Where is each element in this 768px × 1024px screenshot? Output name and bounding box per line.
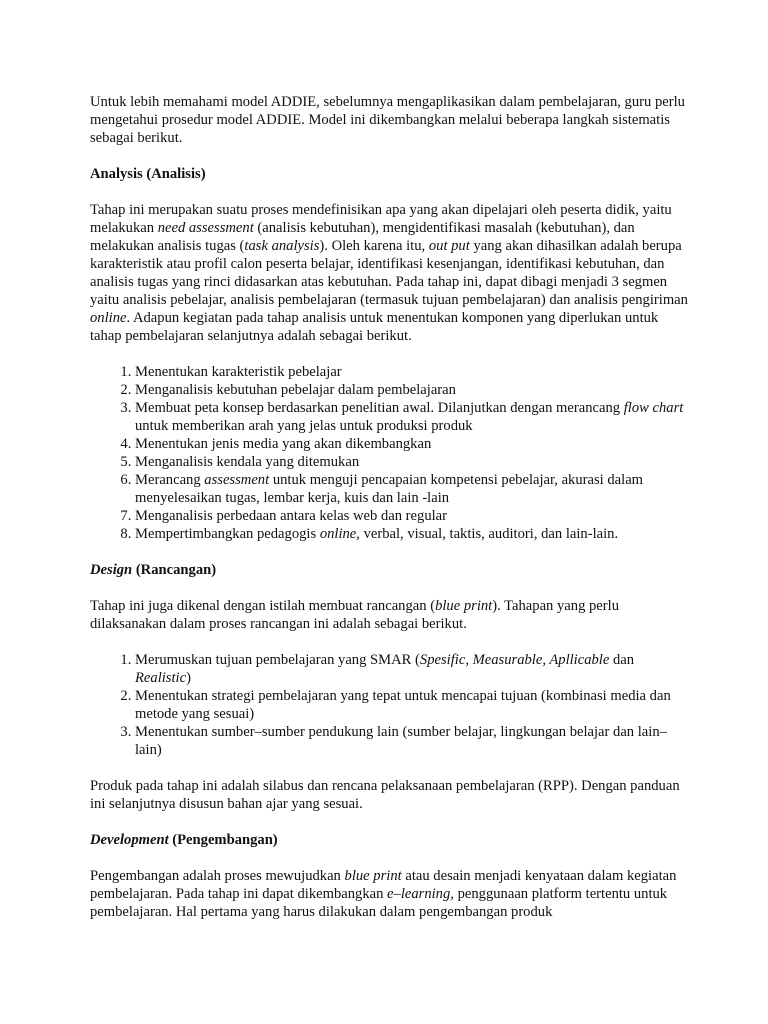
development-italic-2: e–learning, xyxy=(387,886,454,902)
development-paragraph xyxy=(90,867,690,921)
list-item: 7. Menganalisis perbedaan antara kelas web dan regular xyxy=(135,507,690,525)
analysis-heading: Analysis (Analisis) xyxy=(90,166,206,182)
design-heading-italic: Design xyxy=(90,562,133,578)
list-item: 2. Menganalisis kebutuhan pebelajar dalam pembelajaran xyxy=(135,381,690,399)
intro-paragraph: Untuk lebih memahami model ADDIE, sebelumnya mengaplikasikan dalam pembelajaran, guru perlu mengetahui prosedur model ADDIE. Model ini dikembangkan melalui beberapa langkah sistematis sebagai berikut. xyxy=(90,94,685,146)
design-heading-text: (Rancangan) xyxy=(132,562,217,578)
analysis-text-1: Tahap ini merupakan suatu proses mendefinisikan apa yang akan dipelajari oleh peserta didik, yaitu melakukan xyxy=(90,202,672,236)
list-item-italic: Realistic xyxy=(135,670,187,686)
analysis-list xyxy=(90,363,690,543)
list-item-text: , verbal, visual, taktis, auditori, dan lain-lain. xyxy=(356,526,619,542)
list-item xyxy=(135,471,690,507)
list-item-italic: online xyxy=(319,526,357,542)
development-text-3: penggunaan platform tertentu untuk pembelajaran. Hal pertama yang harus dilakukan dalam pengembangan produk xyxy=(90,886,668,920)
development-heading xyxy=(90,831,690,849)
development-heading-italic: Development xyxy=(90,832,169,848)
analysis-text-5: . Adapun kegiatan pada tahap analisis untuk menentukan komponen yang diperlukan untuk tahap pembelajaran selanjutnya adalah sebagai berikut. xyxy=(90,310,659,344)
list-item-text: untuk memberikan arah yang jelas untuk produksi produk xyxy=(135,418,473,434)
design-text-1: Tahap ini juga dikenal dengan istilah membuat rancangan ( xyxy=(90,598,436,614)
design-heading xyxy=(90,561,690,579)
list-item-text: Merumuskan tujuan pembelajaran yang SMAR ( xyxy=(135,652,420,668)
list-item xyxy=(135,651,690,687)
development-text-1: Pengembangan adalah proses mewujudkan xyxy=(90,868,345,884)
development-text-2: atau desain menjadi kenyataan dalam kegiatan pembelajaran. Pada tahap ini dapat dikembangkan xyxy=(90,868,677,902)
analysis-text-2: (analisis kebutuhan), mengidentifikasi masalah (kebutuhan), dan melakukan analisis tugas ( xyxy=(90,220,635,254)
analysis-text-4: yang akan dihasilkan adalah berupa karakteristik atau profil calon peserta belajar, identifikasi kesenjangan, identifikasi kebutuhan, dan analisis tugas yang rinci didasarkan atas kebutuhan. Pada tahap ini, dapat dibagi menjadi 3 segmen yaitu analisis pebelajar, analisis pembelajaran (termasuk tujuan pembelajaran) dan analisis pengiriman xyxy=(90,238,688,308)
list-item xyxy=(135,399,690,435)
analysis-italic-3: out put xyxy=(428,238,470,254)
analysis-text-3: ). Oleh karena itu, xyxy=(319,238,429,254)
list-item-text: Mempertimbangkan pedagogis xyxy=(135,526,320,542)
design-list xyxy=(90,651,690,759)
list-item-text: ) xyxy=(186,670,191,686)
design-italic-1: blue print xyxy=(435,598,493,614)
design-paragraph xyxy=(90,597,690,633)
list-item-text: Membuat peta konsep berdasarkan penelitian awal. Dilanjutkan dengan merancang xyxy=(135,400,624,416)
list-item-italic: flow chart xyxy=(623,400,684,416)
list-item-text: untuk menguji pencapaian kompetensi pebelajar, akurasi dalam menyelesaikan tugas, lembar kerja, kuis dan lain -lain xyxy=(135,472,644,506)
list-item xyxy=(135,525,690,543)
list-item: 5. Menganalisis kendala yang ditemukan xyxy=(135,453,690,471)
design-text-2: ). Tahapan yang perlu dilaksanakan dalam proses rancangan ini adalah sebagai berikut. xyxy=(90,598,619,632)
design-product-paragraph: Produk pada tahap ini adalah silabus dan rencana pelaksanaan pembelajaran (RPP). Dengan panduan ini selanjutnya disusun bahan ajar yang sesuai. xyxy=(90,778,680,812)
list-item: 1. Menentukan karakteristik pebelajar xyxy=(135,363,690,381)
analysis-paragraph xyxy=(90,201,690,345)
development-heading-text: (Pengembangan) xyxy=(168,832,278,848)
list-item-italic: assessment xyxy=(204,472,270,488)
analysis-italic-2: task analysis xyxy=(244,238,320,254)
development-italic-1: blue print xyxy=(344,868,402,884)
analysis-italic-1: need assessment xyxy=(157,220,254,236)
list-item: 2. Menentukan strategi pembelajaran yang tepat untuk mencapai tujuan (kombinasi media dan metode yang sesuai) xyxy=(135,687,690,723)
list-item-italic: Spesific, Measurable, Apllicable xyxy=(419,652,610,668)
list-item: 4. Menentukan jenis media yang akan dikembangkan xyxy=(135,435,690,453)
analysis-italic-4: online xyxy=(90,310,127,326)
list-item: 3. Menentukan sumber–sumber pendukung lain (sumber belajar, lingkungan belajar dan lain–lain) xyxy=(135,723,690,759)
list-item-text: Merancang xyxy=(135,472,205,488)
list-item-text: dan xyxy=(609,652,635,668)
document-page xyxy=(90,93,690,939)
